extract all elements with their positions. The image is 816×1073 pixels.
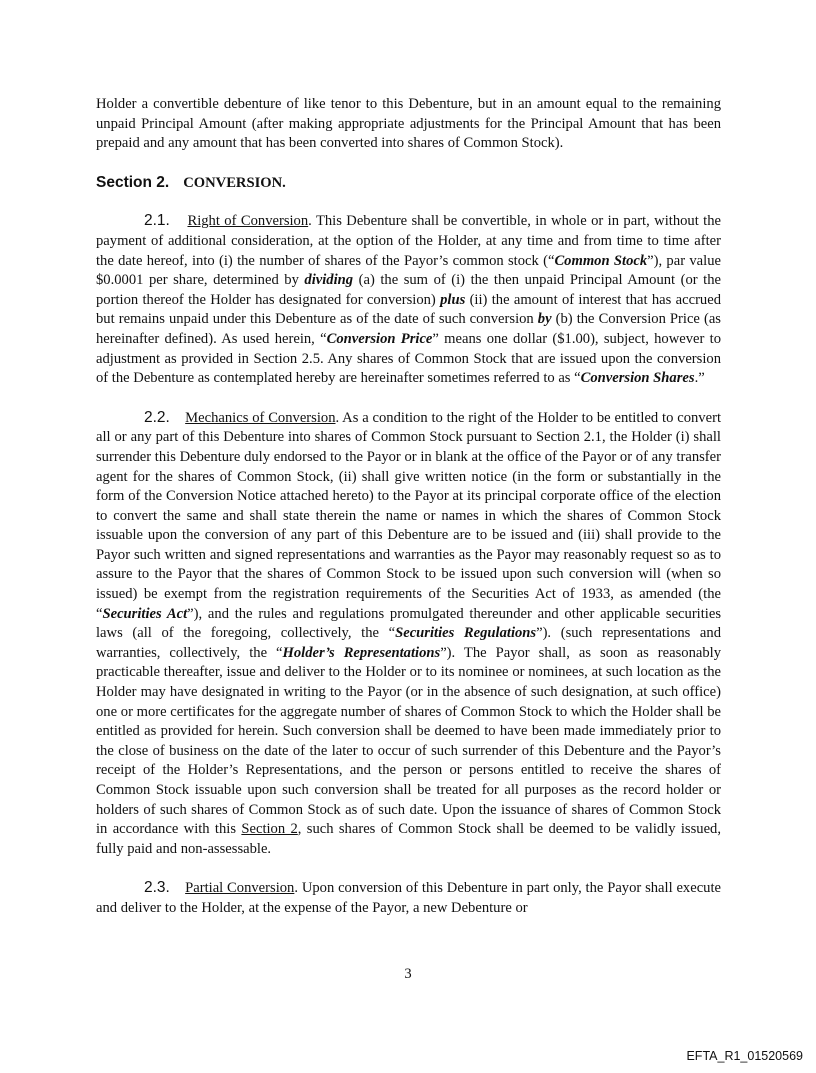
paragraph-text: , such shares of Common Stock shall be deemed to be validly issued, fully paid and non-assessable.	[96, 821, 721, 857]
paragraph-heading: Partial Conversion	[185, 880, 295, 897]
paragraph-heading: Right of Conversion	[187, 213, 309, 230]
document-body	[96, 95, 721, 919]
paragraph-2-2	[96, 408, 721, 860]
defined-term: Securities Act	[102, 605, 188, 622]
document-id: EFTA_R1_01520569	[686, 1049, 803, 1063]
paragraph-text: . Upon conversion of this Debenture in part only, the Payor shall execute and deliver to the Holder, at the expense of the Payor, a new Debenture or	[96, 880, 722, 916]
defined-term: Common Stock	[554, 252, 648, 269]
paragraph-text: ”). (such representations and warranties, collectively, the “	[96, 625, 722, 661]
defined-term: Conversion Shares	[580, 370, 695, 387]
paragraph-text: . As a condition to the right of the Holder to be entitled to convert all or any part of this Debenture into shares of Common Stock pursuant to Section 2.1, the Holder (i) shall surrender this Debenture duly endorsed to the Payor or in blank at the office of the Payor or of any transfer agent for the shares of Common Stock, (ii) shall give written notice (in the form or substantially in the form of the Conversion Notice attached hereto) to the Payor at its principal corporate office of the election to convert the same and shall state therein the name or names in which the shares of Common Stock issuable upon the conversion of any part of this Debenture are to be issued and (iii) shall provide to the Payor such written and signed representations and warranties as the Payor may reasonably request so as to assure to the Payor that the shares of Common Stock to be issued upon such conversion will (when so issued) be exempt from the registration requirements of the Securities Act of 1933, as amended (the “	[96, 409, 721, 622]
section-2-heading	[96, 173, 721, 194]
defined-term: Conversion Price	[326, 330, 433, 347]
emphasis-term: by	[537, 311, 552, 328]
paragraph-text: (b) the Conversion Price (as hereinafter defined). As used herein, “	[96, 311, 721, 347]
paragraph-text: ”), par value $0.0001 per share, determined by	[96, 252, 721, 289]
paragraph-text: ”), and the rules and regulations promulgated thereunder and other applicable securities laws (all of the foregoing, collectively, the “	[96, 605, 722, 642]
defined-term: Securities Regulations	[395, 625, 537, 642]
intro-paragraph: Holder a convertible debenture of like tenor to this Debenture, but in an amount equal to the remaining unpaid Principal Amount (after making appropriate adjustments for the Principal Amount that has been prepaid and any amount that has been converted into shares of Common Stock).	[96, 96, 721, 152]
paragraph-number: 2.3.	[144, 879, 170, 897]
paragraph-number: 2.1.	[144, 212, 170, 230]
defined-term: Holder’s Representations	[282, 644, 441, 661]
paragraph-2-1	[96, 211, 721, 388]
paragraph-text: ”). The Payor shall, as soon as reasonably practicable thereafter, issue and deliver to the Holder or to its nominee or nominees, at such location as the Holder may have designated in writing to the Payor (or in the absence of such designation, at such office) one or more certificates for the aggregate number of shares of Common Stock to which the Holder shall be entitled as provided for herein. Such conversion shall be deemed to have been made immediately prior to the close of business on the date of the later to occur of such surrender of this Debenture and the Payor’s receipt of the Holder’s Representations, and the person or persons entitled to receive the shares of Common Stock issuable upon such conversion shall be treated for all purposes as the record holder or holders of such shares of Common Stock as of such date. Upon the issuance of shares of Common Stock in accordance with this	[96, 644, 721, 838]
section-reference: Section 2	[241, 821, 298, 838]
paragraph-text: ” means one dollar ($1.00), subject, however to adjustment as provided in Section 2.5. Any shares of Common Stock that are issued upon the conversion of the Debenture as contemplated hereby are hereinafter sometimes referred to as “	[96, 330, 721, 387]
paragraph-text: . This Debenture shall be convertible, in whole or in part, without the payment of additional consideration, at the option of the Holder, at any time and from time to time after the date hereof, into (i) the number of shares of the Payor’s common stock (“	[96, 213, 721, 269]
paragraph-text: (a) the sum of (i) the then unpaid Principal Amount (or the portion thereof the Holder has designated for conversion)	[96, 272, 722, 308]
paragraph-text: (ii) the amount of interest that has accrued but remains unpaid under this Debenture as of the date of such conversion	[96, 291, 722, 328]
section-title: CONVERSION.	[183, 174, 286, 191]
paragraph-number: 2.2.	[144, 408, 170, 426]
emphasis-term: plus	[440, 291, 466, 308]
paragraph-heading: Mechanics of Conversion	[185, 409, 336, 426]
page-number: 3	[404, 966, 412, 982]
paragraph-text: .”	[694, 370, 705, 387]
emphasis-term: dividing	[304, 272, 354, 289]
section-label: Section 2.	[96, 173, 170, 191]
paragraph-2-3	[96, 878, 721, 918]
